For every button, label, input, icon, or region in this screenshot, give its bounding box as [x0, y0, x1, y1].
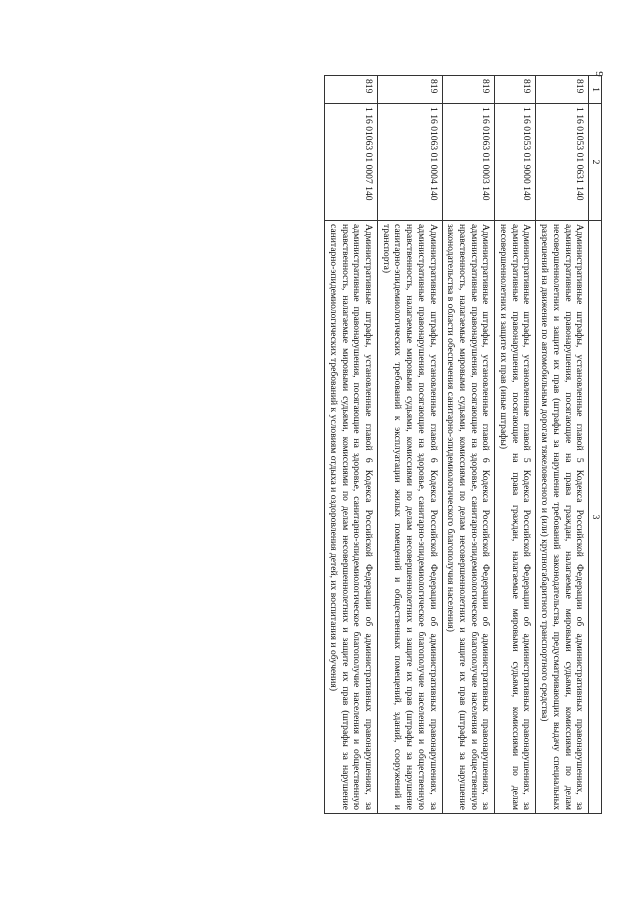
admin-code-cell: 819: [378, 76, 443, 104]
admin-code-cell: 819: [536, 76, 589, 104]
table-row: [442, 76, 495, 814]
budget-code-cell: 1 16 01053 01 9000 140: [495, 104, 536, 221]
description-cell: Административные штрафы, установленные главой 6 Кодекса Российской Федерации об административных правонарушениях, за административные правонарушения, посягающие на здоровье, санитарно-эпидемиологическое благополучие населения и общественную нравственность, налагаемые мировыми судьями, комиссиями по делам несовершеннолетних и защите их прав (штрафы за нарушение санитарно-эпидемиологических требований к условиям отдыха и оздоровления детей, их воспитания и обучения): [325, 221, 378, 814]
table-row: [325, 76, 378, 814]
budget-code-cell: 1 16 01063 01 0003 140: [442, 104, 495, 221]
description-cell: Административные штрафы, установленные главой 6 Кодекса Российской Федерации об административных правонарушениях, за административные правонарушения, посягающие на здоровье, санитарно-эпидемиологическое благополучие населения и общественную нравственность, налагаемые мировыми судьями, комиссиями по делам несовершеннолетних и защите их прав (штрафы за нарушение санитарно-эпидемиологических требований к эксплуатации жилых помещений и общественных помещений, зданий, сооружений и транспорта): [378, 221, 443, 814]
column-header-3: 3: [589, 221, 602, 814]
table-row: [536, 76, 589, 814]
column-header-2: 2: [589, 104, 602, 221]
admin-code-cell: 819: [442, 76, 495, 104]
admin-code-cell: 819: [325, 76, 378, 104]
revenue-codes-table: [324, 75, 602, 814]
description-cell: Административные штрафы, установленные главой 6 Кодекса Российской Федерации об административных правонарушениях, за административные правонарушения, посягающие на здоровье, санитарно-эпидемиологическое благополучие населения и общественную нравственность, налагаемые мировыми судьями, комиссиями по делам несовершеннолетних и защите их прав (штрафы за нарушение законодательства в области обеспечения санитарно-эпидемиологического благополучия населения): [442, 221, 495, 814]
rotated-table-container: [95, 75, 602, 813]
page-number: 9: [592, 71, 605, 77]
description-cell: Административные штрафы, установленные главой 5 Кодекса Российской Федерации об административных правонарушениях, за административные правонарушения, посягающие на права граждан, налагаемые мировыми судьями, комиссиями по делам несовершеннолетних и защите их прав (иные штрафы): [495, 221, 536, 814]
table-row: [495, 76, 536, 814]
budget-code-cell: 1 16 01053 01 0631 140: [536, 104, 589, 221]
description-cell: Административные штрафы, установленные главой 5 Кодекса Российской Федерации об административных правонарушениях, за административные правонарушения, посягающие на права граждан, налагаемые мировыми судьями, комиссиями по делам несовершеннолетних и защите их прав (штрафы за нарушение требований законодательства, предусматривающих выдачу специальных разрешений на движение по автомобильным дорогам тяжеловесного и (или) крупногабаритного транспортного средства): [536, 221, 589, 814]
table-header-row: [589, 76, 602, 814]
budget-code-cell: 1 16 01063 01 0004 140: [378, 104, 443, 221]
admin-code-cell: 819: [495, 76, 536, 104]
budget-code-cell: 1 16 01063 01 0007 140: [325, 104, 378, 221]
column-header-1: 1: [589, 76, 602, 104]
table-row: [378, 76, 443, 814]
